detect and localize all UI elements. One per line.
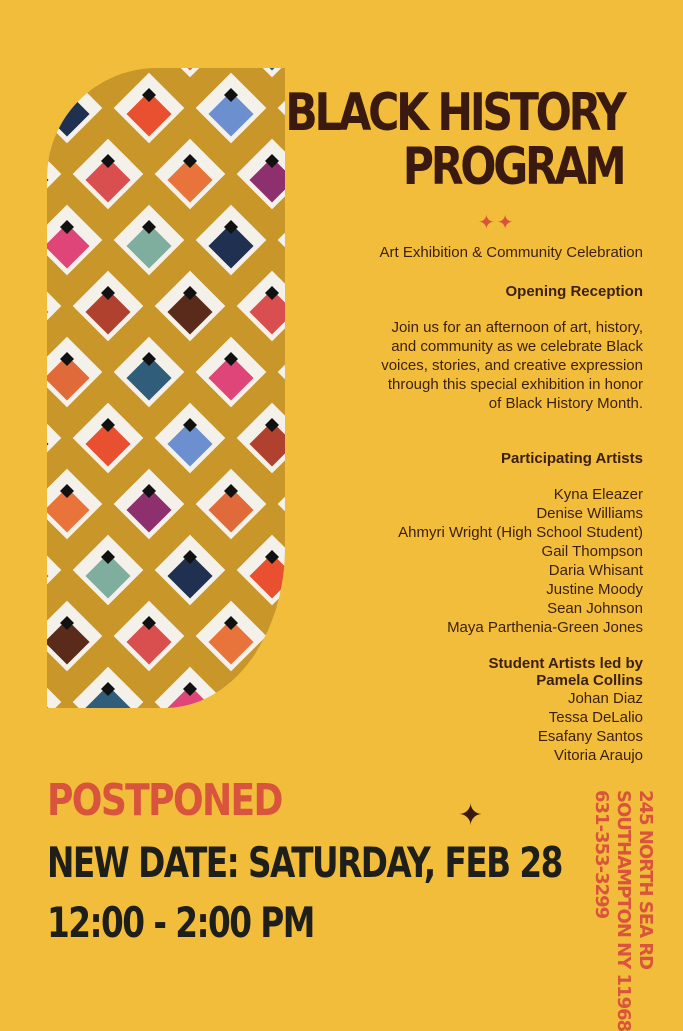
page-title <box>284 83 623 197</box>
address-block <box>586 790 661 1031</box>
list-item: Gail Thompson <box>541 543 643 560</box>
quilt-block <box>149 265 231 347</box>
quilt-block <box>108 463 190 545</box>
list-item: Daria Whisant <box>548 562 643 579</box>
list-item: Vitoria Araujo <box>554 747 643 764</box>
student-artists-list <box>489 689 643 765</box>
new-date: NEW DATE: SATURDAY, FEB 28 <box>47 838 562 887</box>
subtitle: Art Exhibition & Community Celebration <box>379 244 643 261</box>
list-item: Esafany Santos <box>537 728 643 745</box>
text-line: of Black History Month. <box>488 395 643 412</box>
quilt-block <box>190 199 272 281</box>
text-line: through this special exhibition in honor <box>387 376 643 393</box>
quilt-block <box>108 595 190 677</box>
quilt-block <box>67 265 149 347</box>
sparkle-icon: ✦ <box>458 799 484 832</box>
quilt-block <box>190 68 272 149</box>
heading-line: Student Artists led by <box>488 655 643 672</box>
quilt-block <box>47 68 67 83</box>
student-artists-section <box>489 655 643 765</box>
quilt-block <box>149 529 231 611</box>
participating-artists-section <box>398 450 643 637</box>
heading-line: Pamela Collins <box>536 672 643 689</box>
address-phone: 631-353-3299 <box>591 790 612 919</box>
quilt-block <box>67 529 149 611</box>
list-item: Tessa DeLalio <box>548 709 643 726</box>
opening-reception-heading: Opening Reception <box>505 283 643 300</box>
text-line: and community as we celebrate Black <box>391 338 643 355</box>
participating-artists-heading: Participating Artists <box>501 450 643 467</box>
sparkle-icon: ✦✦ <box>478 212 516 234</box>
quilt-block <box>190 463 272 545</box>
list-item: Sean Johnson <box>547 600 643 617</box>
participating-artists-list <box>398 485 643 637</box>
opening-reception-section <box>381 283 643 413</box>
list-item: Ahmyri Wright (High School Student) <box>398 524 643 541</box>
quilt-block <box>67 397 149 479</box>
text-line: voices, stories, and creative expression <box>381 357 643 374</box>
quilt-block <box>190 595 272 677</box>
address-city: SOUTHAMPTON NY 11968 <box>613 790 634 1031</box>
quilt-image <box>47 68 285 708</box>
text-line: Join us for an afternoon of art, history, <box>391 319 643 336</box>
student-artists-heading <box>489 655 643 689</box>
quilt-block <box>108 68 190 149</box>
quilt-block <box>108 331 190 413</box>
quilt-block <box>108 199 190 281</box>
title-line-1: BLACK HISTORY <box>284 83 623 143</box>
list-item: Johan Diaz <box>567 690 643 707</box>
postponed-label: POSTPONED <box>47 775 282 826</box>
quilt-block <box>190 331 272 413</box>
list-item: Justine Moody <box>546 581 643 598</box>
quilt-block <box>67 133 149 215</box>
quilt-block <box>149 397 231 479</box>
title-line-2: PROGRAM <box>402 137 623 197</box>
event-time: 12:00 - 2:00 PM <box>47 898 314 947</box>
list-item: Kyna Eleazer <box>553 486 643 503</box>
quilt-block <box>149 133 231 215</box>
opening-reception-text <box>381 318 643 413</box>
address-street: 245 NORTH SEA RD <box>635 790 656 970</box>
list-item: Denise Williams <box>536 505 643 522</box>
list-item: Maya Parthenia-Green Jones <box>447 619 643 636</box>
